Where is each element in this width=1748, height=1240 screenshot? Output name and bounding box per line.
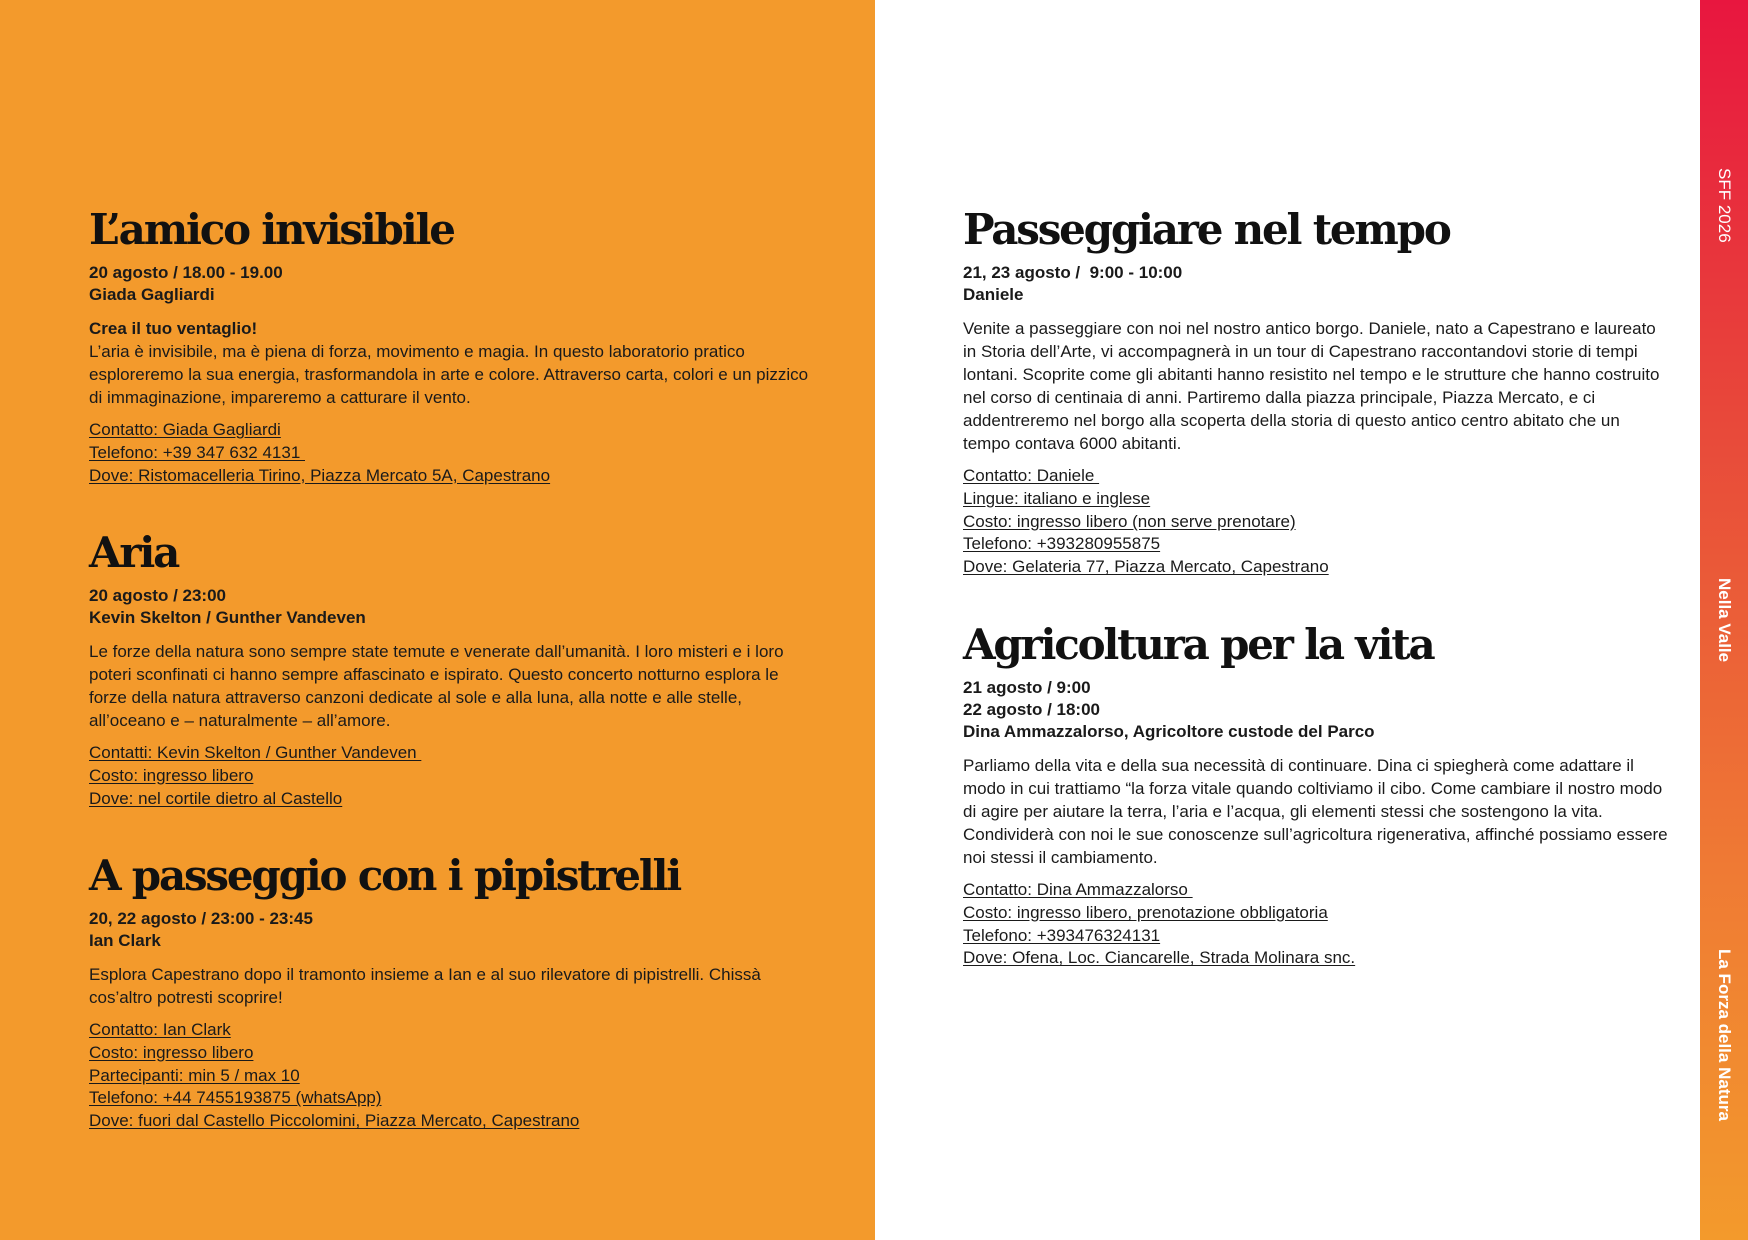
event-title: L’amico invisibile [89,205,454,254]
cost-link[interactable]: Costo: ingresso libero, prenotazione obbligatoria [963,902,1328,922]
event-description-block [89,317,809,409]
event-host: Giada Gagliardi [89,285,215,304]
participants-link[interactable]: Partecipanti: min 5 / max 10 [89,1065,300,1085]
event-passeggiare-nel-tempo [963,204,1663,579]
event-description: Parliamo della vita e della sua necessità di continuare. Dina ci spiegherà come adattare il modo in cui trattiamo “la forza vitale quando coltiviamo il cibo. Come cambiare il nostro modo di agire per aiutare la terra, l’aria e l’acqua, gli elementi stessi che sostengono la vita. Condividerà con noi le sue conoscenze sull’agricoltura rigenerativa, affinché possiamo essere noi stessi il cambiamento. [963,756,1668,867]
band-section: Nella Valle [1715,577,1734,663]
event-meta [89,908,809,952]
location-link[interactable]: Dove: Gelateria 77, Piazza Mercato, Capestrano [963,557,1329,577]
contact-link[interactable]: Contatto: Dina Ammazzalorso [963,880,1193,899]
event-description: Venite a passeggiare con noi nel nostro antico borgo. Daniele, nato a Capestrano e laureato in Storia dell’Arte, vi accompagnerà in un tour di Capestrano raccontandovi storie di tempi lontani. Scoprite come gli abitanti hanno resistito nel tempo e le strutture che hanno costruito nel corso di centinaia di anni. Partiremo dalla piazza principale, Piazza Mercato, e ci addentreremo nel borgo alla scoperta della storia di questo antico centro abitato che un tempo contava 6000 abitanti. [963,319,1660,453]
event-title: Aria [89,528,179,577]
event-description: Le forze della natura sono sempre state temute e venerate dall’umanità. I loro misteri e i loro poteri sconfinati ci hanno sempre affascinato e ispirato. Questo concerto notturno esplora le forze della natura attraverso canzoni dedicate al sole e alla luna, alla notte e alle stelle, all’oceano e – naturalmente – all’amore. [89,642,784,730]
event-date: 20, 22 agosto / 23:00 - 23:45 [89,909,313,928]
contact-link[interactable]: Contatto: Ian Clark [89,1020,231,1039]
side-band [1700,0,1748,1240]
event-host: Dina Ammazzalorso, Agricoltore custode del Parco [963,722,1375,741]
event-date: 20 agosto / 23:00 [89,586,227,605]
phone-link[interactable]: Telefono: +393476324131 [963,925,1161,945]
cost-link[interactable]: Costo: ingresso libero [89,1042,254,1062]
event-meta [89,262,809,306]
event-lead: Crea il tuo ventaglio! [89,319,258,338]
event-date-2: 22 agosto / 18:00 [963,700,1101,719]
event-meta [963,677,1671,743]
event-info [89,419,809,487]
event-amico-invisibile [89,204,809,487]
event-meta [89,585,789,629]
location-link[interactable]: Dove: Ristomacelleria Tirino, Piazza Mercato 5A, Capestrano [89,465,551,485]
band-edition: SFF 2026 [1715,167,1734,243]
phone-link[interactable]: Telefono: +44 7455193875 (whatsApp) [89,1088,382,1108]
event-description: Esplora Capestrano dopo il tramonto insieme a Ian e al suo rilevatore di pipistrelli. Chissà cos’altro potresti scoprire! [89,965,761,1007]
event-meta [963,262,1663,306]
event-date: 21 agosto / 9:00 [963,678,1091,697]
event-date: 21, 23 agosto / 9:00 - 10:00 [963,263,1183,282]
event-description: L’aria è invisibile, ma è piena di forza, movimento e magia. In questo laboratorio pratico esploreremo la sua energia, trasformandola in arte e colore. Attraverso carta, colori e un pizzico di immaginazione, impareremo a catturare il vento. [89,342,809,407]
event-pipistrelli [89,850,809,1133]
event-date: 20 agosto / 18.00 - 19.00 [89,263,283,282]
band-theme: La Forza della Natura [1715,949,1734,1121]
contact-link[interactable]: Contatto: Giada Gagliardi [89,420,281,439]
cost-link[interactable]: Costo: ingresso libero (non serve prenotare) [963,511,1296,531]
event-info [89,742,789,810]
event-title: A passeggio con i pipistrelli [89,851,681,900]
event-info [963,465,1663,579]
languages-link[interactable]: Lingue: italiano e inglese [963,488,1151,508]
location-link[interactable]: Dove: fuori dal Castello Piccolomini, Piazza Mercato, Capestrano [89,1111,580,1131]
event-host: Daniele [963,285,1024,304]
contact-link[interactable]: Contatti: Kevin Skelton / Gunther Vandeven [89,743,422,762]
location-link[interactable]: Dove: nel cortile dietro al Castello [89,788,343,808]
phone-link[interactable]: Telefono: +393280955875 [963,534,1161,554]
phone-link[interactable]: Telefono: +39 347 632 4131 [89,442,305,462]
event-info [963,879,1671,970]
event-info [89,1019,809,1133]
event-aria [89,527,789,810]
event-host: Kevin Skelton / Gunther Vandeven [89,608,366,627]
contact-link[interactable]: Contatto: Daniele [963,466,1100,485]
event-agricoltura [963,619,1671,970]
location-link[interactable]: Dove: Ofena, Loc. Ciancarelle, Strada Molinara snc. [963,948,1356,968]
event-title: Passeggiare nel tempo [963,205,1450,254]
event-host: Ian Clark [89,931,161,950]
event-title: Agricoltura per la vita [963,620,1434,669]
cost-link[interactable]: Costo: ingresso libero [89,765,254,785]
